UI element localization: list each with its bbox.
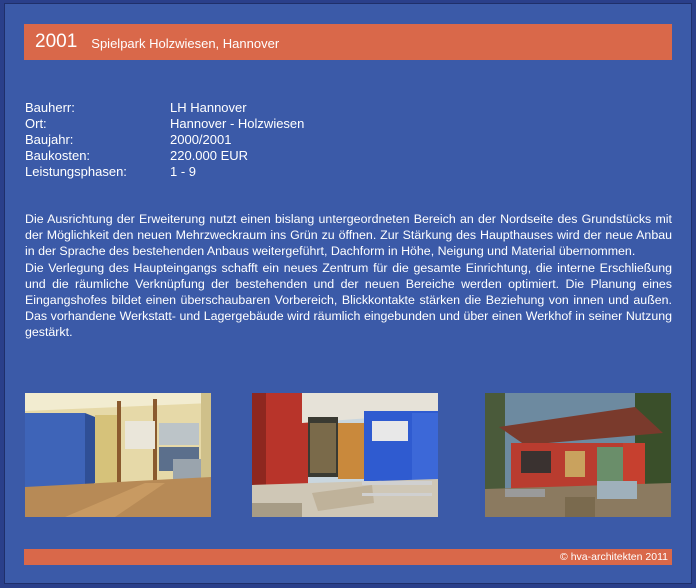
info-value: 1 - 9 <box>170 164 197 179</box>
project-year: 2001 <box>35 31 78 52</box>
photo-entrance[interactable] <box>252 393 438 517</box>
entrance-image <box>252 393 438 517</box>
info-value: Hannover - Holzwiesen <box>170 116 305 131</box>
photo-courtyard[interactable] <box>485 393 671 517</box>
info-row-ort <box>25 116 304 132</box>
info-label: Bauherr: <box>25 100 75 115</box>
photo-interior[interactable] <box>25 393 211 517</box>
project-title: Spielpark Holzwiesen, Hannover <box>91 36 280 51</box>
description-paragraph: Die Verlegung des Haupteingangs schafft ein neues Zentrum für die gesamte Einrichtung, die interne Erschließung und die räumliche Verknüpfung der bestehenden und der neuen Bereiche werden optimiert. Die Planung eines Eingangshofes bildet einen überschaubaren Vorbereich, Blickkontakte stärken die Beziehung von innen und außen. Das vorhandene Werkstatt- und Lagergebäude wird räumlich eingebunden und über einen Werkhof in seiner Nutzung gestärkt. <box>25 260 672 340</box>
description-paragraph: Die Ausrichtung der Erweiterung nutzt einen bislang untergeordneten Bereich an der Nordseite des Grundstücks mit der Möglichkeit den neuen Mehrzweckraum ins Grün zu öffnen. Zur Stärkung des Haupthauses wird der neue Anbau in der Sprache des bestehenden Anbaus weitergeführt, Dachform in Höhe, Neigung und Material übernommen. <box>25 212 672 259</box>
info-row-bauherr <box>25 100 304 116</box>
project-info-table <box>25 100 304 180</box>
footer-bar <box>24 549 672 565</box>
info-value: LH Hannover <box>170 100 247 115</box>
info-label: Baukosten: <box>25 148 91 163</box>
courtyard-image <box>485 393 671 517</box>
info-value: 220.000 EUR <box>170 148 249 163</box>
info-label: Ort: <box>25 116 47 131</box>
copyright-text: © hva-architekten 2011 <box>560 551 668 563</box>
info-label: Leistungsphasen: <box>25 164 127 179</box>
info-label: Baujahr: <box>25 132 74 147</box>
project-description <box>25 211 672 341</box>
info-row-baujahr <box>25 132 304 148</box>
info-row-leistungsphasen <box>25 164 304 180</box>
info-row-baukosten <box>25 148 304 164</box>
title-bar <box>24 24 672 60</box>
info-value: 2000/2001 <box>170 132 232 147</box>
interior-image <box>25 393 211 517</box>
